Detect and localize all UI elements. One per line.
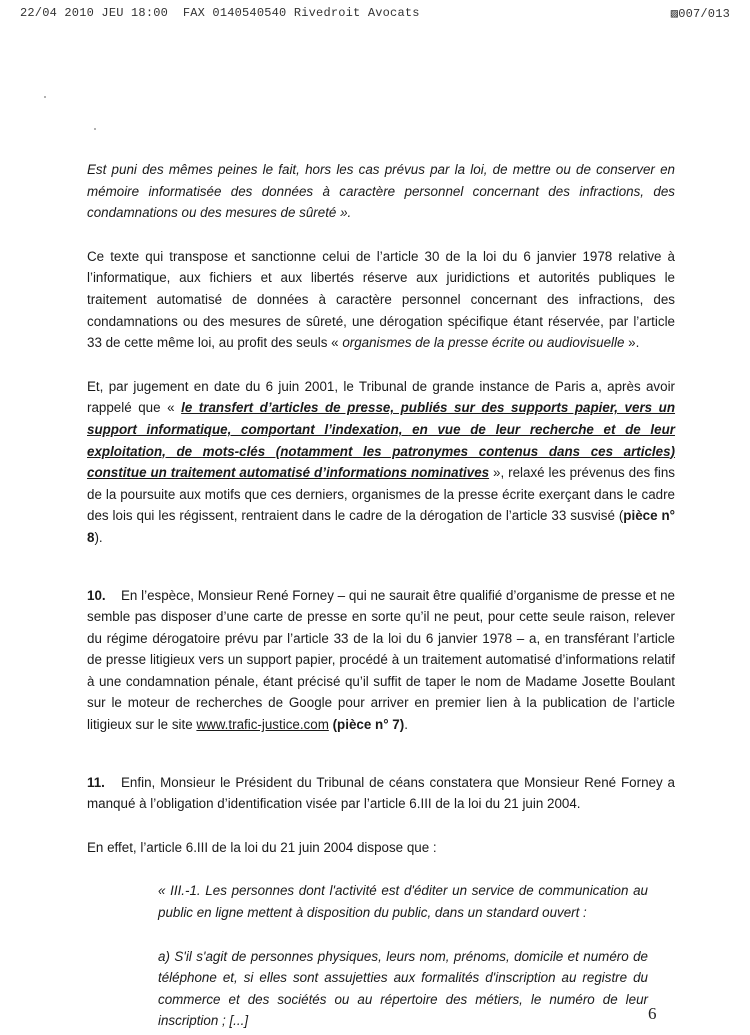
section-number: 10.: [87, 587, 106, 603]
exhibit-reference: (pièce n° 7): [332, 717, 405, 733]
law-quote-intro: « III.-1. Les personnes dont l'activité est d'éditer un service de communication au public en ligne mettent à disposition du public, dans un standard ouvert :: [158, 883, 648, 921]
section-11: [87, 772, 675, 815]
page-number: 6: [648, 1004, 657, 1023]
paragraph-text: En l’espèce, Monsieur René Forney – qui ne saurait être qualifié d’organisme de presse et ne semble pas disposer d’une carte de presse en sorte qu’il ne peut, pour cette seule raison, relever du régime dérogatoire prévu par l’article 33 de la loi du 6 janvier 1978 – a, en transférant l’article de presse litigieux vers un support papier, procédé à un traitement automatisé d’informations relatif à une condamnation pénale, étant précisé qu’il suffit de taper le nom de Madame Josette Boulant sur le moteur de recherches de Google pour arriver en premier lien à la publication de l’article litigieux sur le site: [87, 587, 675, 733]
fax-page-counter: ▨007/013: [670, 7, 730, 21]
document-body: [87, 159, 675, 1032]
underlined-quote: le transfert d’articles de presse, publiés sur des supports papier, vers un support informatique, comportant l’indexation, en vue de leur recherche et de leur exploitation, de mots-clés (notamment les patronymes contenus dans ces articles) constitue un traitement automatisé d’informations nominatives: [87, 400, 676, 481]
paragraph-text: ).: [94, 529, 103, 545]
fax-transmission-info: 22/04 2010 JEU 18:00 FAX 0140540540 Rivedroit Avocats: [20, 6, 420, 20]
law-quote-block: [158, 880, 648, 1032]
website-link[interactable]: www.trafic-justice.com: [196, 717, 329, 733]
paragraph-article-30: [87, 246, 675, 354]
italic-quote: organismes de la presse écrite ou audiovisuelle: [342, 335, 625, 351]
scan-speck: [94, 128, 96, 130]
exhibit-reference: pièce n° 8: [87, 508, 676, 545]
paragraph-text: Ce texte qui transpose et sanctionne celui de l’article 30 de la loi du 6 janvier 1978 relative à l’informatique, aux fichiers et aux libertés réserve aux juridictions et autorités publiques le traitement automatisé de données à caractère personnel concernant des infractions, des condamnations ou des mesures de sûreté, une dérogation spécifique étant réservée, par l’article 33 de cette même loi, au profit des seuls «: [87, 248, 675, 351]
paragraph-article-6-intro: En effet, l’article 6.III de la loi du 21 juin 2004 dispose que :: [87, 839, 437, 855]
quoted-law-end: Est puni des mêmes peines le fait, hors les cas prévus par la loi, de mettre ou de conserver en mémoire informatisée des données à caractère personnel concernant des infractions, des condamnations ou des mesures de sûreté ».: [87, 162, 675, 221]
section-number: 11.: [87, 774, 105, 790]
scan-speck: [44, 96, 46, 98]
paragraph-text: .: [404, 717, 408, 733]
law-quote-item-a: a) S'il s'agit de personnes physiques, leurs nom, prénoms, domicile et numéro de téléphone et, si elles sont assujetties aux formalités d'inscription au registre du commerce et des sociétés ou au répertoire des métiers, le numéro de leur inscription ; [...]: [158, 948, 648, 1029]
paragraph-text: », relaxé les prévenus des fins de la poursuite aux motifs que ces derniers, organismes de la presse écrite exerçant dans le cadre des lois qui les régissent, rentraient dans le cadre de la dérogation de l’article 33 susvisé (: [87, 465, 675, 524]
paragraph-judgment-2001: [87, 376, 675, 549]
fax-header: [20, 6, 730, 22]
section-10: [87, 585, 675, 736]
paragraph-text: Enfin, Monsieur le Président du Tribunal de céans constatera que Monsieur René Forney a manqué à l’obligation d’identification visée par l’article 6.III de la loi du 21 juin 2004.: [87, 774, 675, 812]
paragraph-text: ».: [624, 335, 640, 351]
paragraph-text: Et, par jugement en date du 6 juin 2001, le Tribunal de grande instance de Paris a, après avoir rappelé que «: [87, 378, 675, 416]
